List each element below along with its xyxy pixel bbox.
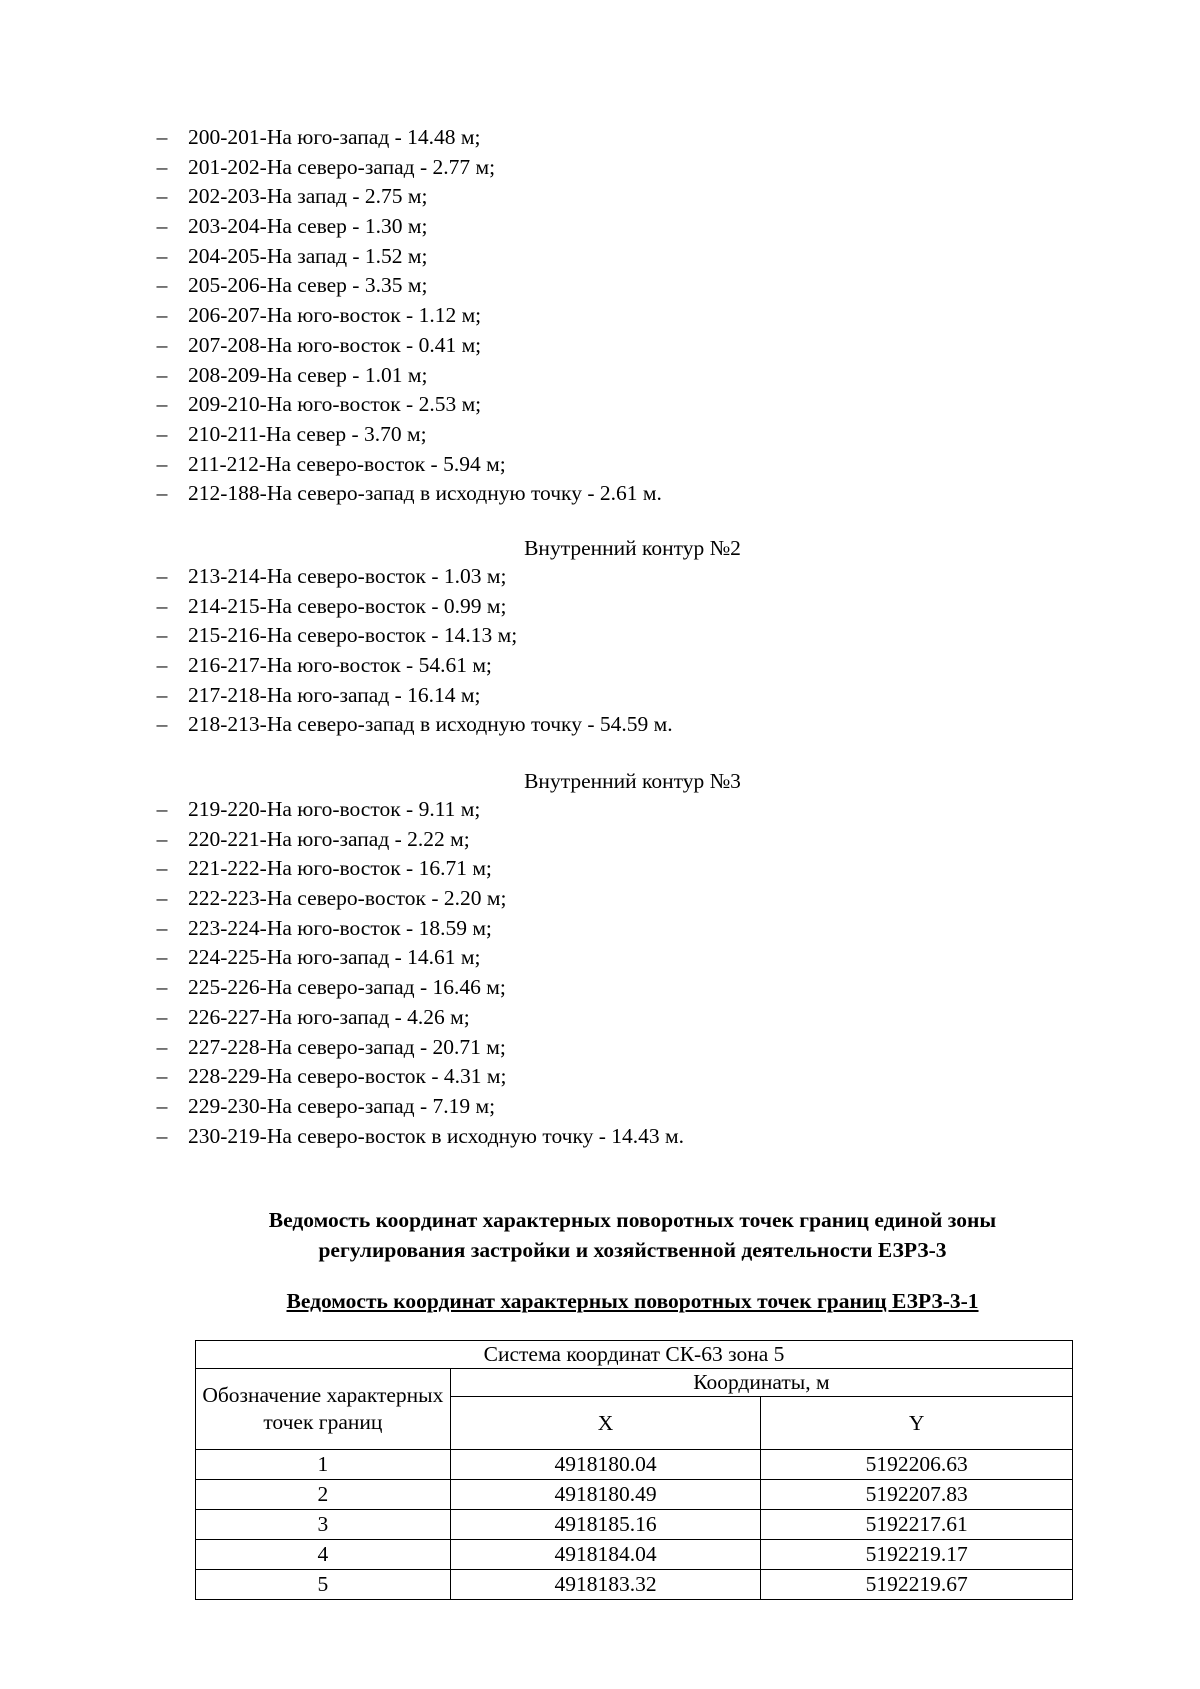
- y-cell: 5192217.61: [761, 1510, 1073, 1540]
- list-item-text: 221-222-На юго-восток - 16.71 м;: [188, 856, 492, 881]
- list-item-text: 202-203-На запад - 2.75 м;: [188, 184, 428, 209]
- table-row: [196, 1450, 1073, 1480]
- list-item-text: 205-206-На север - 3.35 м;: [188, 273, 428, 298]
- list-item: [150, 1062, 684, 1092]
- list-item-text: 229-230-На северо-запад - 7.19 м;: [188, 1093, 496, 1118]
- dash-marker: –: [156, 154, 168, 179]
- dash-marker: –: [156, 1123, 168, 1148]
- x-cell: 4918185.16: [450, 1510, 761, 1540]
- list-item-text: 207-208-На юго-восток - 0.41 м;: [188, 332, 482, 357]
- list-item-text: 210-211-На север - 3.70 м;: [188, 421, 427, 446]
- list-item-text: 218-213-На северо-запад в исходную точку - 54.59 м.: [188, 712, 673, 737]
- dash-marker: –: [156, 915, 168, 940]
- dash-marker: –: [156, 593, 168, 618]
- dash-marker: –: [156, 975, 168, 1000]
- list-item: [150, 914, 684, 944]
- y-cell: 5192207.83: [761, 1480, 1073, 1510]
- point-cell: 1: [196, 1450, 451, 1480]
- list-item-text: 204-205-На запад - 1.52 м;: [188, 243, 428, 268]
- dash-marker: –: [156, 1093, 168, 1118]
- dash-marker: –: [156, 653, 168, 678]
- list-item-text: 201-202-На северо-запад - 2.77 м;: [188, 154, 496, 179]
- dash-marker: –: [156, 243, 168, 268]
- list-item-text: 203-204-На север - 1.30 м;: [188, 214, 428, 239]
- dash-marker: –: [156, 712, 168, 737]
- dash-marker: –: [156, 623, 168, 648]
- dash-marker: –: [156, 1064, 168, 1089]
- list-item: [150, 621, 673, 651]
- heading-line-2: регулирования застройки и хозяйственной деятельности ЕЗРЗ-3: [318, 1238, 947, 1262]
- dash-marker: –: [156, 682, 168, 707]
- list-item: [150, 450, 662, 480]
- table-row: [196, 1480, 1073, 1510]
- x-header-cell: X: [450, 1397, 761, 1450]
- list-item: [150, 825, 684, 855]
- point-cell: 4: [196, 1540, 451, 1570]
- list-item-text: 222-223-На северо-восток - 2.20 м;: [188, 886, 507, 911]
- point-cell: 5: [196, 1570, 451, 1600]
- contour-2-title: Внутренний контур №2: [524, 536, 741, 560]
- x-cell: 4918184.04: [450, 1540, 761, 1570]
- list-item-text: 216-217-На юго-восток - 54.61 м;: [188, 653, 492, 678]
- list-item: [150, 479, 662, 509]
- table-row: [196, 1540, 1073, 1570]
- x-cell: 4918180.49: [450, 1480, 761, 1510]
- list-item-text: 217-218-На юго-запад - 16.14 м;: [188, 682, 481, 707]
- dash-marker: –: [156, 1004, 168, 1029]
- list-item: [150, 242, 662, 272]
- list-item: [150, 390, 662, 420]
- dash-marker: –: [156, 886, 168, 911]
- list-item-text: 228-229-На северо-восток - 4.31 м;: [188, 1064, 507, 1089]
- list-item-text: 215-216-На северо-восток - 14.13 м;: [188, 623, 518, 648]
- coords-header-cell: Координаты, м: [450, 1369, 1072, 1397]
- y-cell: 5192219.67: [761, 1570, 1073, 1600]
- point-cell: 3: [196, 1510, 451, 1540]
- table-row: [196, 1510, 1073, 1540]
- list-item: [150, 884, 684, 914]
- dash-marker: –: [156, 481, 168, 506]
- table-row: [196, 1570, 1073, 1600]
- coordinate-system-cell: Система координат СК-63 зона 5: [196, 1341, 1073, 1369]
- dash-marker: –: [156, 826, 168, 851]
- list-item: [150, 361, 662, 391]
- list-item: [150, 795, 684, 825]
- dash-marker: –: [156, 303, 168, 328]
- dash-marker: –: [156, 392, 168, 417]
- list-item: [150, 212, 662, 242]
- list-item-text: 227-228-На северо-запад - 20.71 м;: [188, 1034, 506, 1059]
- heading-line-1: Ведомость координат характерных поворотных точек границ единой зоны: [268, 1208, 997, 1232]
- dash-marker: –: [156, 273, 168, 298]
- list-item: [150, 681, 673, 711]
- direction-list-contour-2: [150, 562, 673, 740]
- list-item-text: 206-207-На юго-восток - 1.12 м;: [188, 303, 482, 328]
- list-item-text: 225-226-На северо-запад - 16.46 м;: [188, 975, 506, 1000]
- coordinates-table: [195, 1340, 1073, 1600]
- dash-marker: –: [156, 184, 168, 209]
- list-item: [150, 651, 673, 681]
- list-item: [150, 1122, 684, 1152]
- list-item: [150, 182, 662, 212]
- direction-list-outer: [150, 123, 662, 509]
- list-item: [150, 973, 684, 1003]
- list-item-text: 223-224-На юго-восток - 18.59 м;: [188, 915, 492, 940]
- list-item: [150, 271, 662, 301]
- dash-marker: –: [156, 362, 168, 387]
- dash-marker: –: [156, 451, 168, 476]
- dash-marker: –: [156, 945, 168, 970]
- list-item: [150, 943, 684, 973]
- list-item-text: 200-201-На юго-запад - 14.48 м;: [188, 125, 481, 149]
- section-heading: [0, 1205, 1200, 1265]
- list-item: [150, 710, 673, 740]
- point-header-cell: Обозначение характерных точек границ: [196, 1369, 451, 1450]
- list-item-text: 211-212-На северо-восток - 5.94 м;: [188, 451, 506, 476]
- list-item: [150, 562, 673, 592]
- y-cell: 5192206.63: [761, 1450, 1073, 1480]
- dash-marker: –: [156, 797, 168, 821]
- dash-marker: –: [156, 332, 168, 357]
- list-item-text: 209-210-На юго-восток - 2.53 м;: [188, 392, 482, 417]
- list-item-text: 214-215-На северо-восток - 0.99 м;: [188, 593, 507, 618]
- subsection-heading: Ведомость координат характерных поворотных точек границ ЕЗРЗ-3-1: [286, 1289, 979, 1313]
- dash-marker: –: [156, 125, 168, 149]
- list-item: [150, 301, 662, 331]
- dash-marker: –: [156, 214, 168, 239]
- list-item: [150, 420, 662, 450]
- list-item: [150, 592, 673, 622]
- dash-marker: –: [156, 421, 168, 446]
- list-item-text: 208-209-На север - 1.01 м;: [188, 362, 428, 387]
- list-item-text: 213-214-На северо-восток - 1.03 м;: [188, 564, 507, 588]
- list-item-text: 219-220-На юго-восток - 9.11 м;: [188, 797, 481, 821]
- x-cell: 4918180.04: [450, 1450, 761, 1480]
- list-item: [150, 1033, 684, 1063]
- y-cell: 5192219.17: [761, 1540, 1073, 1570]
- contour-3-title: Внутренний контур №3: [524, 769, 741, 793]
- list-item-text: 226-227-На юго-запад - 4.26 м;: [188, 1004, 470, 1029]
- point-cell: 2: [196, 1480, 451, 1510]
- x-cell: 4918183.32: [450, 1570, 761, 1600]
- direction-list-contour-3: [150, 795, 684, 1151]
- list-item: [150, 854, 684, 884]
- list-item-text: 212-188-На северо-запад в исходную точку - 2.61 м.: [188, 481, 662, 506]
- dash-marker: –: [156, 856, 168, 881]
- list-item-text: 220-221-На юго-запад - 2.22 м;: [188, 826, 470, 851]
- list-item: [150, 1092, 684, 1122]
- dash-marker: –: [156, 564, 168, 588]
- list-item-text: 230-219-На северо-восток в исходную точку - 14.43 м.: [188, 1123, 684, 1148]
- list-item: [150, 123, 662, 153]
- list-item: [150, 1003, 684, 1033]
- y-header-cell: Y: [761, 1397, 1073, 1450]
- dash-marker: –: [156, 1034, 168, 1059]
- list-item-text: 224-225-На юго-запад - 14.61 м;: [188, 945, 481, 970]
- list-item: [150, 331, 662, 361]
- list-item: [150, 153, 662, 183]
